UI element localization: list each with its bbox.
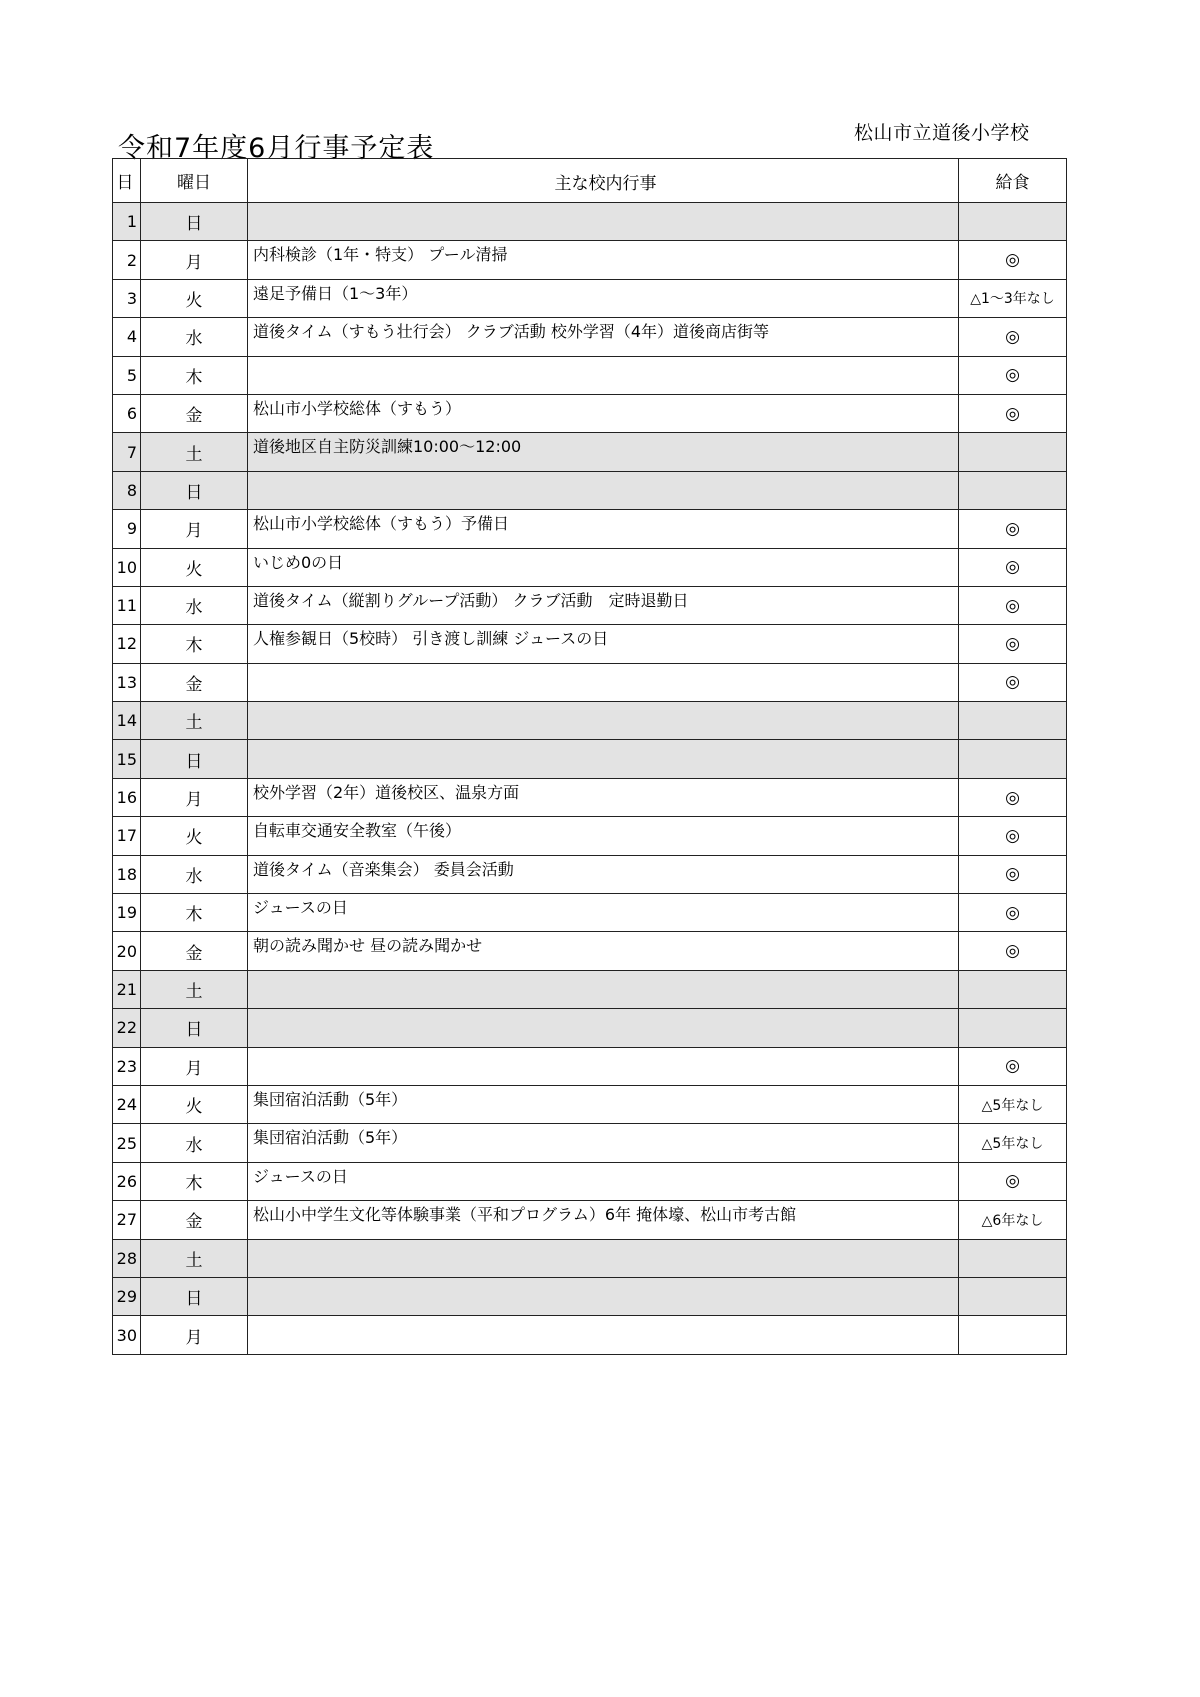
lunch-cell: ◎ <box>959 1047 1067 1085</box>
table-row <box>113 1009 1067 1047</box>
weekday-cell: 金 <box>141 663 248 701</box>
lunch-cell: △6年なし <box>959 1201 1067 1239</box>
day-cell: 29 <box>113 1277 141 1315</box>
day-cell: 2 <box>113 241 141 279</box>
lunch-cell <box>959 740 1067 778</box>
lunch-cell <box>959 471 1067 509</box>
day-cell: 4 <box>113 318 141 356</box>
table-row <box>113 318 1067 356</box>
day-cell: 20 <box>113 932 141 970</box>
day-cell: 24 <box>113 1085 141 1123</box>
events-cell <box>248 471 959 509</box>
table-row <box>113 586 1067 624</box>
table-row <box>113 663 1067 701</box>
lunch-cell: ◎ <box>959 855 1067 893</box>
day-cell: 12 <box>113 625 141 663</box>
day-cell: 10 <box>113 548 141 586</box>
lunch-cell: ◎ <box>959 510 1067 548</box>
day-cell: 13 <box>113 663 141 701</box>
day-cell: 21 <box>113 970 141 1008</box>
schedule-table <box>112 158 1067 1355</box>
day-cell: 15 <box>113 740 141 778</box>
weekday-cell: 木 <box>141 356 248 394</box>
weekday-cell: 水 <box>141 586 248 624</box>
day-cell: 1 <box>113 203 141 241</box>
table-row <box>113 778 1067 816</box>
lunch-cell: △1～3年なし <box>959 279 1067 317</box>
day-cell: 23 <box>113 1047 141 1085</box>
column-header-weekday: 曜日 <box>141 159 248 203</box>
lunch-cell: ◎ <box>959 663 1067 701</box>
events-cell <box>248 1047 959 1085</box>
day-cell: 9 <box>113 510 141 548</box>
lunch-cell: ◎ <box>959 318 1067 356</box>
events-cell: 松山市小学校総体（すもう） <box>248 394 959 432</box>
lunch-cell <box>959 1316 1067 1354</box>
day-cell: 27 <box>113 1201 141 1239</box>
weekday-cell: 水 <box>141 318 248 356</box>
weekday-cell: 木 <box>141 625 248 663</box>
table-row <box>113 740 1067 778</box>
lunch-cell: ◎ <box>959 932 1067 970</box>
day-cell: 18 <box>113 855 141 893</box>
events-cell: ジュースの日 <box>248 894 959 932</box>
events-cell: 道後タイム（すもう壮行会） クラブ活動 校外学習（4年）道後商店街等 <box>248 318 959 356</box>
weekday-cell: 水 <box>141 1124 248 1162</box>
table-row <box>113 1239 1067 1277</box>
day-cell: 7 <box>113 433 141 471</box>
events-cell <box>248 1316 959 1354</box>
column-header-lunch: 給食 <box>959 159 1067 203</box>
weekday-cell: 土 <box>141 970 248 1008</box>
table-row <box>113 702 1067 740</box>
weekday-cell: 金 <box>141 394 248 432</box>
lunch-cell: ◎ <box>959 625 1067 663</box>
table-row <box>113 433 1067 471</box>
weekday-cell: 金 <box>141 1201 248 1239</box>
lunch-cell: ◎ <box>959 778 1067 816</box>
events-cell <box>248 203 959 241</box>
events-cell: 朝の読み聞かせ 昼の読み聞かせ <box>248 932 959 970</box>
lunch-cell <box>959 970 1067 1008</box>
day-cell: 14 <box>113 702 141 740</box>
lunch-cell: ◎ <box>959 548 1067 586</box>
weekday-cell: 日 <box>141 471 248 509</box>
day-cell: 28 <box>113 1239 141 1277</box>
school-name: 松山市立道後小学校 <box>854 122 1030 144</box>
weekday-cell: 金 <box>141 932 248 970</box>
table-row <box>113 855 1067 893</box>
lunch-cell: ◎ <box>959 394 1067 432</box>
table-row <box>113 1085 1067 1123</box>
events-cell: いじめ0の日 <box>248 548 959 586</box>
events-cell <box>248 740 959 778</box>
weekday-cell: 日 <box>141 1277 248 1315</box>
column-header-events: 主な校内行事 <box>248 159 959 203</box>
events-cell <box>248 356 959 394</box>
events-cell <box>248 1009 959 1047</box>
weekday-cell: 月 <box>141 241 248 279</box>
events-cell <box>248 702 959 740</box>
lunch-cell: ◎ <box>959 356 1067 394</box>
lunch-cell <box>959 1009 1067 1047</box>
column-header-day: 日 <box>113 159 141 203</box>
events-cell: 松山市小学校総体（すもう）予備日 <box>248 510 959 548</box>
events-cell: 集団宿泊活動（5年） <box>248 1085 959 1123</box>
page-title: 令和7年度6月行事予定表 <box>118 133 435 164</box>
events-cell: 自転車交通安全教室（午後） <box>248 817 959 855</box>
table-row <box>113 1162 1067 1200</box>
day-cell: 25 <box>113 1124 141 1162</box>
events-cell: 道後タイム（縦割りグループ活動） クラブ活動 定時退勤日 <box>248 586 959 624</box>
events-cell: 道後タイム（音楽集会） 委員会活動 <box>248 855 959 893</box>
day-cell: 16 <box>113 778 141 816</box>
lunch-cell: ◎ <box>959 894 1067 932</box>
weekday-cell: 月 <box>141 1316 248 1354</box>
table-row <box>113 241 1067 279</box>
table-row <box>113 970 1067 1008</box>
weekday-cell: 月 <box>141 778 248 816</box>
table-row <box>113 1201 1067 1239</box>
weekday-cell: 日 <box>141 1009 248 1047</box>
weekday-cell: 水 <box>141 855 248 893</box>
lunch-cell: ◎ <box>959 1162 1067 1200</box>
table-header-row <box>113 159 1067 203</box>
weekday-cell: 木 <box>141 1162 248 1200</box>
lunch-cell: ◎ <box>959 817 1067 855</box>
day-cell: 26 <box>113 1162 141 1200</box>
lunch-cell <box>959 203 1067 241</box>
table-row <box>113 1124 1067 1162</box>
day-cell: 19 <box>113 894 141 932</box>
events-cell: 道後地区自主防災訓練10:00～12:00 <box>248 433 959 471</box>
events-cell: 人権参観日（5校時） 引き渡し訓練 ジュースの日 <box>248 625 959 663</box>
lunch-cell <box>959 1239 1067 1277</box>
events-cell: 集団宿泊活動（5年） <box>248 1124 959 1162</box>
table-row <box>113 625 1067 663</box>
weekday-cell: 火 <box>141 279 248 317</box>
weekday-cell: 日 <box>141 203 248 241</box>
day-cell: 5 <box>113 356 141 394</box>
lunch-cell: △5年なし <box>959 1124 1067 1162</box>
table-row <box>113 1316 1067 1354</box>
events-cell <box>248 1239 959 1277</box>
table-row <box>113 356 1067 394</box>
weekday-cell: 火 <box>141 1085 248 1123</box>
table-row <box>113 894 1067 932</box>
day-cell: 3 <box>113 279 141 317</box>
events-cell <box>248 970 959 1008</box>
table-row <box>113 817 1067 855</box>
day-cell: 8 <box>113 471 141 509</box>
events-cell: 遠足予備日（1～3年） <box>248 279 959 317</box>
events-cell <box>248 663 959 701</box>
weekday-cell: 土 <box>141 433 248 471</box>
table-row <box>113 932 1067 970</box>
day-cell: 30 <box>113 1316 141 1354</box>
table-row <box>113 1047 1067 1085</box>
lunch-cell: △5年なし <box>959 1085 1067 1123</box>
weekday-cell: 火 <box>141 548 248 586</box>
events-cell: 校外学習（2年）道後校区、温泉方面 <box>248 778 959 816</box>
lunch-cell <box>959 1277 1067 1315</box>
weekday-cell: 火 <box>141 817 248 855</box>
weekday-cell: 木 <box>141 894 248 932</box>
events-cell: 松山小中学生文化等体験事業（平和プログラム）6年 掩体壕、松山市考古館 <box>248 1201 959 1239</box>
weekday-cell: 日 <box>141 740 248 778</box>
day-cell: 17 <box>113 817 141 855</box>
table-row <box>113 510 1067 548</box>
weekday-cell: 土 <box>141 1239 248 1277</box>
table-row <box>113 203 1067 241</box>
events-cell: ジュースの日 <box>248 1162 959 1200</box>
weekday-cell: 土 <box>141 702 248 740</box>
events-cell <box>248 1277 959 1315</box>
lunch-cell: ◎ <box>959 241 1067 279</box>
table-row <box>113 471 1067 509</box>
table-row <box>113 279 1067 317</box>
lunch-cell <box>959 702 1067 740</box>
day-cell: 22 <box>113 1009 141 1047</box>
day-cell: 11 <box>113 586 141 624</box>
weekday-cell: 月 <box>141 510 248 548</box>
lunch-cell <box>959 433 1067 471</box>
lunch-cell: ◎ <box>959 586 1067 624</box>
day-cell: 6 <box>113 394 141 432</box>
table-row <box>113 548 1067 586</box>
events-cell: 内科検診（1年・特支） プール清掃 <box>248 241 959 279</box>
weekday-cell: 月 <box>141 1047 248 1085</box>
table-row <box>113 1277 1067 1315</box>
table-row <box>113 394 1067 432</box>
